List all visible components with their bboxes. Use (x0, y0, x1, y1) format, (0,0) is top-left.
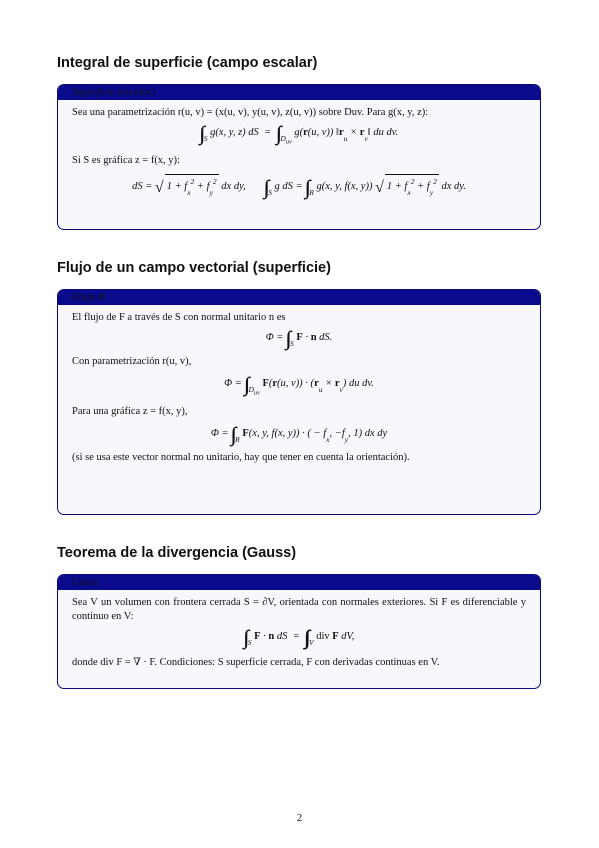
equation-flux-parametrized: Φ = $_{D_{uv}}$ F(r(u, $v)) \cdot (r_u \times r_v)$ du dv. (224, 378, 374, 397)
page-number: 2 (296, 813, 303, 824)
equation-surface-integral: $_S$ g(x, y, z) dS = $_{D_{uv}}$ g(r(u, v)) $‖r_u$ × $r_v‖$ du dv. (203, 127, 399, 146)
paragraph: (si se usa este vector normal no unitario, hay que tener en cuenta la orientación). (72, 451, 410, 463)
box-surface-scalar (57, 84, 541, 230)
equation-graph-surface: dS = √ $1 + f_x^2 + f_y^2$ dx dy, $_S$ g dS = $_R$ g(x, y, f(x, y)) √ $1 + f_x^2 + f_y^2$ dx dy. (72, 174, 526, 200)
paragraph: Sea V un volumen con frontera cerrada S = ∂V, orientada con normales exteriores. Si F es diferenciable y continuo en V: (72, 597, 526, 622)
equation-flux-graph: Φ = $_R$ F(x, y, f(x, y)) · ( − $f_x$, $-f_y$, 1) dx dy (210, 427, 388, 444)
section-heading-flux: Flujo de un campo vectorial (superficie) (57, 260, 331, 276)
paragraph: donde div F = ∇ · F. Condiciones: S superficie cerrada, F con derivadas continuas en V. (72, 657, 440, 668)
section-heading-surface-integral: Integral de superficie (campo escalar) (57, 55, 318, 71)
paragraph: El flujo de F a través de S con normal unitario n es (72, 312, 286, 323)
paragraph: Sea una parametrización r(u, v) = (x(u, v), y(u, v), z(u, v)) sobre Duv. Para g(x, y, z): (72, 107, 429, 118)
paragraph: Si S es gráfica z = f(x, y): (72, 154, 180, 166)
paragraph: Con parametrización r(u, v), (72, 356, 192, 367)
box-gauss (57, 574, 541, 689)
equation-divergence-theorem: $_S$ F · n dS = $_V$ div F dV, (247, 631, 355, 647)
section-heading-gauss: Teorema de la divergencia (Gauss) (57, 545, 297, 561)
box-title: Superficie (escalar) (58, 85, 540, 100)
equation-flux: Φ = $_S$ F · n dS. (265, 332, 333, 348)
box-title: Gauss (58, 575, 540, 590)
box-title: Flujo Φ (58, 290, 540, 305)
box-flux (57, 289, 541, 515)
paragraph: Para una gráfica z = f(x, y), (72, 405, 188, 417)
